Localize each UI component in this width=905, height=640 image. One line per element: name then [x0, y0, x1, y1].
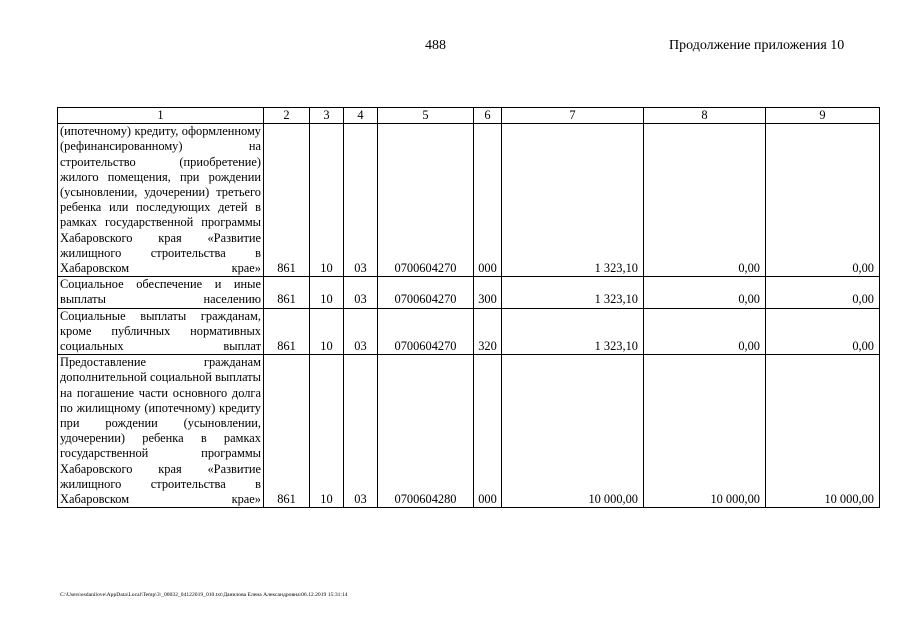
ministry-code: 861: [264, 124, 310, 277]
amount-col-9: 0,00: [766, 308, 880, 355]
section-code: 10: [310, 277, 344, 308]
amount-col-8: 0,00: [644, 277, 766, 308]
row-description: Предоставление гражданам дополнительной социальной выплаты на погашение части основного долга по жилищному (ипотечному) кредиту при рождении (усыновлении, удочерении) ребенка в рамках государственной программы Хабаровского края «Развитие жилищного строительства в Хабаровском крае»: [58, 355, 264, 508]
footer-file-path: C:\Users\esdanilove\AppData\Local\Temp\3\_00032_04122019_010.txt\Данилова Елена Александровна\06.12.2019 15:31:14: [60, 592, 348, 598]
target-article-code: 0700604270: [378, 308, 474, 355]
amount-col-9: 0,00: [766, 277, 880, 308]
amount-col-7: 1 323,10: [502, 277, 644, 308]
table-row: [58, 355, 880, 508]
target-article-code: 0700604270: [378, 277, 474, 308]
column-number: 3: [310, 108, 344, 124]
column-number: 8: [644, 108, 766, 124]
ministry-code: 861: [264, 277, 310, 308]
table-row: [58, 124, 880, 277]
subsection-code: 03: [344, 355, 378, 508]
column-number: 7: [502, 108, 644, 124]
expense-type-code: 320: [474, 308, 502, 355]
budget-table: [57, 107, 880, 508]
target-article-code: 0700604280: [378, 355, 474, 508]
amount-col-9: 10 000,00: [766, 355, 880, 508]
subsection-code: 03: [344, 124, 378, 277]
amount-col-9: 0,00: [766, 124, 880, 277]
amount-col-8: 0,00: [644, 308, 766, 355]
expense-type-code: 300: [474, 277, 502, 308]
column-number: 1: [58, 108, 264, 124]
ministry-code: 861: [264, 308, 310, 355]
page-number: 488: [425, 38, 446, 53]
column-number-row: [58, 108, 880, 124]
subsection-code: 03: [344, 308, 378, 355]
amount-col-7: 1 323,10: [502, 308, 644, 355]
column-number: 9: [766, 108, 880, 124]
section-code: 10: [310, 308, 344, 355]
expense-type-code: 000: [474, 355, 502, 508]
column-number: 2: [264, 108, 310, 124]
column-number: 5: [378, 108, 474, 124]
table-row: [58, 277, 880, 308]
table-row: [58, 308, 880, 355]
amount-col-8: 0,00: [644, 124, 766, 277]
expense-type-code: 000: [474, 124, 502, 277]
amount-col-7: 1 323,10: [502, 124, 644, 277]
row-description: Социальное обеспечение и иные выплаты населению: [58, 277, 264, 308]
row-description: (ипотечному) кредиту, оформленному (рефинансированному) на строительство (приобретение) жилого помещения, при рождении (усыновлении, удочерении) третьего ребенка или последующих детей в рамках государственной программы Хабаровского края «Развитие жилищного строительства в Хабаровском крае»: [58, 124, 264, 277]
ministry-code: 861: [264, 355, 310, 508]
amount-col-7: 10 000,00: [502, 355, 644, 508]
subsection-code: 03: [344, 277, 378, 308]
column-number: 6: [474, 108, 502, 124]
amount-col-8: 10 000,00: [644, 355, 766, 508]
column-number: 4: [344, 108, 378, 124]
target-article-code: 0700604270: [378, 124, 474, 277]
section-code: 10: [310, 124, 344, 277]
section-code: 10: [310, 355, 344, 508]
appendix-continuation-note: Продолжение приложения 10: [669, 38, 845, 53]
row-description: Социальные выплаты гражданам, кроме публичных нормативных социальных выплат: [58, 308, 264, 355]
